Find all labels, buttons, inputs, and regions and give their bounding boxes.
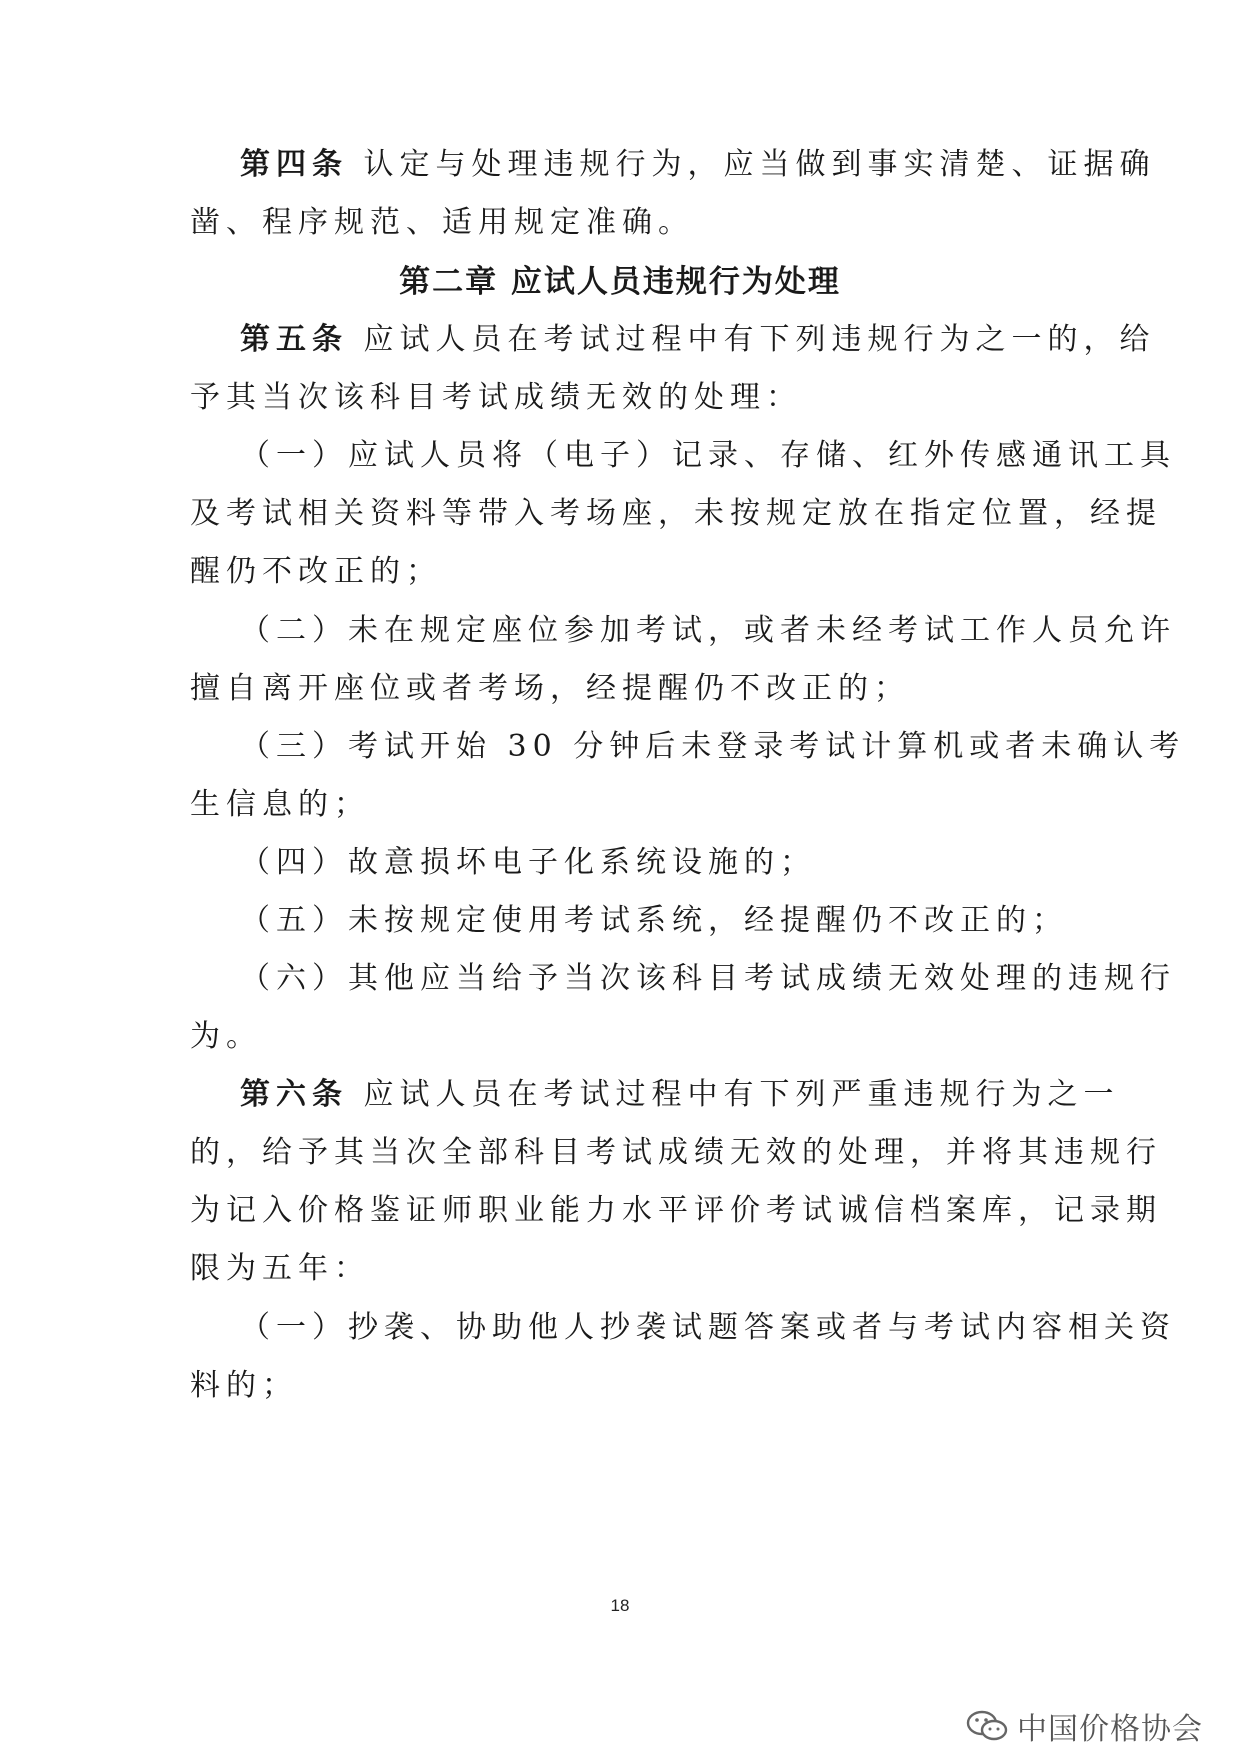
article-label: 第四条 [240,147,348,182]
article-5-item-1-line-3: 醒仍不改正的； [190,554,442,589]
watermark [965,1706,1203,1746]
article-6-line-3: 为记入价格鉴证师职业能力水平评价考试诚信档案库，记录期 [190,1193,1162,1228]
article-6-line-4: 限为五年： [190,1251,370,1286]
article-4-line-1: 第四条 认定与处理违规行为，应当做到事实清楚、证据确 [240,147,1156,182]
article-6-item-1-line-1: （一）抄袭、协助他人抄袭试题答案或者与考试内容相关资 [240,1310,1176,1345]
article-5-item-2-line-2: 擅自离开座位或者考场，经提醒仍不改正的； [190,671,910,706]
article-5-item-4: （四）故意损坏电子化系统设施的； [240,845,816,880]
article-5-item-3-line-2: 生信息的； [190,787,370,822]
article-6-line-2: 的，给予其当次全部科目考试成绩无效的处理，并将其违规行 [190,1135,1162,1170]
page-number: 18 [610,1596,630,1615]
watermark-text: 中国价格协会 [1017,1712,1203,1747]
article-5-item-6-line-2: 为。 [190,1019,262,1054]
article-6-line-1: 第六条 应试人员在考试过程中有下列严重违规行为之一 [240,1077,1120,1112]
article-5-item-1-line-1: （一）应试人员将（电子）记录、存储、红外传感通讯工具 [240,438,1176,473]
article-5-item-6-line-1: （六）其他应当给予当次该科目考试成绩无效处理的违规行 [240,961,1176,996]
article-5-item-5: （五）未按规定使用考试系统，经提醒仍不改正的； [240,903,1068,938]
chapter-heading: 第二章 应试人员违规行为处理 [399,264,841,300]
article-5-item-3-line-1: （三）考试开始 30 分钟后未登录考试计算机或者未确认考 [240,729,1186,764]
article-5-item-2-line-1: （二）未在规定座位参加考试，或者未经考试工作人员允许 [240,613,1176,648]
article-label: 第五条 [240,322,348,357]
article-5-line-2: 予其当次该科目考试成绩无效的处理： [190,380,802,415]
article-5-item-1-line-2: 及考试相关资料等带入考场座，未按规定放在指定位置，经提 [190,496,1162,531]
article-6-item-1-line-2: 料的； [190,1368,298,1403]
wechat-icon [965,1709,1009,1743]
article-5-line-1: 第五条 应试人员在考试过程中有下列违规行为之一的，给 [240,322,1156,357]
article-4-line-2: 凿、程序规范、适用规定准确。 [190,205,694,240]
article-label: 第六条 [240,1077,348,1112]
